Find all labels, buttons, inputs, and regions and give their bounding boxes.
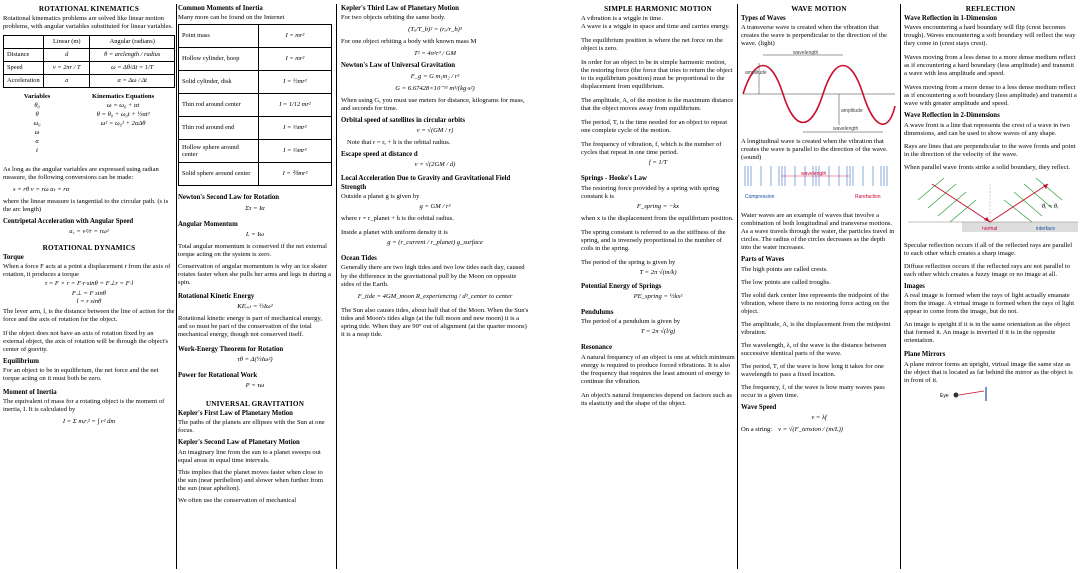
table-cell: a <box>44 74 90 87</box>
table-cell: Thin rod around end <box>179 117 259 140</box>
table-cell: Hollow cylinder, hoop <box>179 48 259 71</box>
newton-second-law-heading: Newton's Second Law for Rotation <box>178 194 280 202</box>
torque-text: When a force F acts at a point a displacement r from the axis of rotation, it produces a torque <box>3 263 171 279</box>
specular-reflection-text: Specular reflection occurs if all of the reflected rays are parallel to each other which creates a sharp image. <box>904 241 1073 257</box>
angle-label: θᵢ = θᵣ <box>1042 202 1059 210</box>
table-row <box>179 25 332 48</box>
reflected-ray <box>990 184 1048 222</box>
gravitation-text: When using G, you must use meters for distance, kilograms for mass, and seconds for time. <box>341 96 525 112</box>
equilibrium-heading: Equilibrium <box>3 357 39 365</box>
lever-arm-text: The lever arm, l, is the distance between the line of action for the force and the axis of rotation for the object. <box>3 307 175 323</box>
parts-of-waves-text: The frequency, f, of the wave is how many waves pass occur in a given time. <box>741 384 885 400</box>
column-simple-harmonic-motion <box>578 5 738 571</box>
section-title-rotational-kinematics: ROTATIONAL KINEMATICS <box>38 5 140 13</box>
table-row <box>4 61 175 74</box>
kepler-second-text: This implies that the planet moves faster when close to the sun (near perihelion) and slower when further from the sun (near aphelion). <box>178 468 324 492</box>
inside-planet-text: Inside a planet with uniform density it is <box>341 229 448 237</box>
table-row <box>179 117 332 140</box>
variable-item: ω <box>34 128 40 136</box>
transverse-wave-figure <box>741 50 897 134</box>
page-right <box>548 0 1080 573</box>
gravitational-constant: G = 6.67428×10⁻¹¹ m³/(kg·s²) <box>395 84 475 92</box>
resonance-text: An object's natural frequencies depend on factors such as its elasticity and the shape of the object. <box>581 391 732 407</box>
torque-equation: l = r sinθ <box>76 297 102 305</box>
eye-icon <box>954 392 959 397</box>
rotational-power-equation: P = τω <box>245 382 265 390</box>
string-speed-equation: v = √(F_tension / (m/L)) <box>778 426 843 434</box>
column-rotational-kinematics <box>0 5 178 571</box>
rarefaction-label: Rarefaction <box>855 194 881 201</box>
variables-list <box>24 93 51 156</box>
reflection-figure <box>904 174 1077 236</box>
longitudinal-wave-text: A longitudinal wave is created when the vibration that creates the wave is parallel to the direction of the wave. (sound) <box>741 138 888 162</box>
column-reflection <box>901 5 1080 571</box>
transverse-wave-diagram <box>741 50 897 134</box>
plane-mirrors-text: A plane mirror forms an upright, virtual image the same size as the object that is located as far behind the mirror as the object is in front of it. <box>904 360 1073 384</box>
hookes-law-heading: Springs - Hooke's Law <box>581 175 647 183</box>
moment-of-inertia-heading: Moment of Inertia <box>3 389 57 397</box>
ocean-tides-text: Generally there are two high tides and two low tides each day, caused by the difference in the gravitational pull by the Moon on opposite sides of the Earth. <box>341 264 525 288</box>
torque-heading: Torque <box>3 254 24 262</box>
parts-of-waves-text: The high points are called crests. <box>741 265 828 273</box>
variable-item: ω₀ <box>33 119 41 127</box>
table-cell: Distance <box>4 48 44 61</box>
images-text: A real image is formed when the rays of light actually emanate from the image. A virtual image is formed when the rays of light appear to come from the image, but do not. <box>904 292 1075 316</box>
normal-label: normal <box>982 225 998 232</box>
wavelength-label: wavelength <box>793 50 819 57</box>
kepler-second-heading: Kepler's Second Law of Planetary Motion <box>178 439 300 447</box>
spring-period-text: The period of the spring is given by <box>581 258 676 266</box>
parts-of-waves-text: The low points are called troughs. <box>741 278 831 286</box>
wave-speed-heading: Wave Speed <box>741 404 777 412</box>
conversion-text: As long as the angular variables are expressed using radian measure, the following conversions can be made: <box>3 165 159 181</box>
table-cell: Thin rod around center <box>179 94 259 117</box>
table-row <box>179 94 332 117</box>
angular-momentum-equation: L = Iω <box>245 230 265 238</box>
reflection-1d-text: Waves moving from a less dense to a more dense medium reflect as if encountering a hard boundary (less amplitude) and transmit a wave with less amplitude and speed. <box>904 54 1076 78</box>
torque-equation: F⊥ = F sinθ <box>71 289 107 297</box>
kinematics-heading: Kinematics Equations <box>92 92 155 100</box>
column-gravitation <box>338 5 532 571</box>
inside-planet-equation: g = (r_current / r_planet) g_surface <box>387 239 483 247</box>
common-moments-subtitle: Many more can be found on the Internet <box>178 14 285 22</box>
shm-text: The frequency of vibration, f, which is the number of cycles that repeat in one time period. <box>581 141 722 157</box>
incident-wavefronts <box>918 178 976 222</box>
types-of-waves-heading: Types of Waves <box>741 14 786 22</box>
table-header-row <box>4 35 175 48</box>
parts-of-waves-text: The amplitude, A, is the displacement from the midpoint vibration. <box>741 320 891 336</box>
centripetal-equation: a꜀ = v²/r = rω² <box>69 228 109 236</box>
page-left <box>0 0 532 573</box>
newton-second-law-equation: Στ = Iα <box>245 204 265 212</box>
table-cell: θ = arclength / radius <box>90 48 175 61</box>
reflection-diagram <box>904 174 1078 236</box>
table-cell: Speed <box>4 61 44 74</box>
frequency-equation: f = 1/T <box>648 159 668 167</box>
work-energy-heading: Work-Energy Theorem for Rotation <box>178 345 284 353</box>
variable-item: θ₀ <box>34 101 40 109</box>
local-gravity-heading: Local Acceleration Due to Gravity and Gravitational Field Strength <box>341 175 511 191</box>
resonance-heading: Resonance <box>581 344 612 352</box>
column-divider <box>336 4 337 569</box>
gravitation-equation: F_g = G m₁m₂ / r² <box>410 72 460 80</box>
shm-text: A vibration is a wiggle in time. <box>581 14 663 22</box>
table-cell: d <box>44 48 90 61</box>
reflection-1d-text: Waves encountering a hard boundary will flip (crest becomes trough). Waves encountering a soft boundary will reflect the way they come in (crest stays crest). <box>904 24 1076 48</box>
section-title-shm: SIMPLE HARMONIC MOTION <box>604 5 712 13</box>
parts-of-waves-heading: Parts of Waves <box>741 256 785 264</box>
rotational-power-heading: Power for Rotational Work <box>178 371 258 379</box>
reflection-2d-text: When parallel wave fronts strike a solid boundary, they reflect. <box>904 163 1071 171</box>
orbital-speed-heading: Orbital speed of satellites in circular orbits <box>341 116 465 124</box>
variables-heading: Variables <box>23 92 51 100</box>
section-title-rotational-dynamics: ROTATIONAL DYNAMICS <box>42 244 136 253</box>
table-row <box>179 163 332 186</box>
parts-of-waves-text: The solid dark center line represents the midpoint of the vibration, where there is no restoring force acting on the object. <box>741 291 890 315</box>
moments-table <box>178 24 332 186</box>
section-title-universal-gravitation: UNIVERSAL GRAVITATION <box>205 400 305 409</box>
table-cell: Acceleration <box>4 74 44 87</box>
kepler-third-text: For two objects orbiting the same body. <box>341 14 446 22</box>
ocean-tides-heading: Ocean Tides <box>341 255 377 263</box>
amplitude-label: amplitude <box>841 108 863 115</box>
table-header-cell: Angular (radians) <box>90 35 175 48</box>
wavelength-label: wavelength <box>801 171 827 178</box>
shm-text: The equilibrium position is where the net force on the object is zero. <box>581 36 723 52</box>
rk-intro: Rotational kinematics problems are solved like linear motion problems, with angular variables substituted for linear variables. <box>3 14 173 30</box>
orbital-radius-note: Note that r = rₑ + h is the orbital radius. <box>347 139 451 147</box>
equation: ω² = ω₀² + 2αΔθ <box>100 119 146 127</box>
variable-item: α <box>35 137 39 145</box>
table-cell: I = mr² <box>259 48 332 71</box>
mirror-ray <box>959 391 984 395</box>
rotational-ke-equation: KEᵣₒₜ = ½Iω² <box>237 303 273 311</box>
variable-item: θ <box>35 110 39 118</box>
table-cell: I = 1/12 mr² <box>259 94 332 117</box>
transverse-wave-text: A transverse wave is created when the vibration that creates the wave is perpendicular to the direction of the wave. (light) <box>741 24 887 48</box>
table-cell: ω = Δθ/Δt = 1/T <box>90 61 175 74</box>
table-cell: I = ⅔mr² <box>259 140 332 163</box>
incident-ray <box>932 184 990 222</box>
kepler-first-text: The paths of the planets are ellipses with the Sun at one focus. <box>178 419 325 435</box>
table-header-cell: Linear (m) <box>44 35 90 48</box>
kepler-third-equation: T² = 4π²r³ / GM <box>414 50 456 58</box>
resonance-text: A natural frequency of an object is one at which minimum energy is required to produce forced vibrations. It is also the frequency that requires the least amount of energy to continue the vibration. <box>581 353 735 385</box>
moment-of-inertia-text: The equivalent of mass for a rotating object is the moment of inertia, I. It is calculated by <box>3 398 165 414</box>
spring-pe-equation: PE_spring = ½kx² <box>633 293 683 301</box>
spring-constant-text: The spring constant is referred to as the stiffness of the spring, and is inversely proportional to the number of coils in the spring. <box>581 228 726 252</box>
wave-speed-equation: v = λf <box>811 414 827 422</box>
diffuse-reflection-text: Diffuse reflection occurs if the reflected rays are not parallel to each other which creates a fuzzy image or no image at all. <box>904 262 1071 278</box>
table-row <box>4 48 175 61</box>
plane-mirrors-heading: Plane Mirrors <box>904 351 946 359</box>
local-gravity-note: where r = r_planet + h is the orbital radius. <box>341 215 454 223</box>
longitudinal-wave-figure <box>741 164 897 208</box>
eye-label: Eye <box>940 392 949 399</box>
parts-of-waves-text: The wavelength, λ, of the wave is the distance between successive identical parts of the wave. <box>741 341 887 357</box>
table-row <box>4 74 175 87</box>
table-row <box>179 71 332 94</box>
table-cell: I = mr² <box>259 25 332 48</box>
shm-text: The amplitude, A, of the motion is the maximum distance that the object moves away from equilibrium. <box>581 97 734 113</box>
linear-angular-table <box>3 35 175 88</box>
table-cell: Solid cylinder, disk <box>179 71 259 94</box>
spring-pe-heading: Potential Energy of Springs <box>581 282 662 290</box>
reflection-1d-heading: Wave Reflection in 1-Dimension <box>904 14 998 22</box>
common-moments-heading: Common Moments of Inertia <box>178 5 263 12</box>
work-energy-equation: τθ = Δ(½Iω²) <box>237 355 273 363</box>
conversion-equations: s = rθ v = rω aₜ = rα <box>13 185 70 193</box>
shm-text: A wave is a wiggle in space and time and carries energy. <box>581 22 730 30</box>
wavelength-label: wavelength <box>833 126 859 133</box>
rotational-ke-heading: Rotational Kinetic Energy <box>178 293 255 301</box>
axis-text: If the object does not have an axis of rotation fixed by an external object, the axis of rotation will be through the object's center of gravity. <box>3 329 169 353</box>
orbital-speed-equation: v = √(GM / r) <box>416 127 454 135</box>
equation: ω = ω₀ + αt <box>106 101 140 109</box>
centripetal-heading: Centripetal Acceleration with Angular Speed <box>3 218 134 226</box>
table-cell: Point mass <box>179 25 259 48</box>
table-cell: α = Δω / Δt <box>90 74 175 87</box>
compression-label: Compression <box>745 194 775 201</box>
ray-arrow <box>984 217 990 222</box>
conversion-note: where the linear measure is tangential to the circular path. (s is the arc length) <box>3 197 169 213</box>
universal-gravitation-heading: Newton's Law of Universal Gravitation <box>341 62 456 70</box>
spring-period-equation: T = 2π √(m/k) <box>639 268 677 276</box>
local-gravity-equation: g = GM / r² <box>419 203 451 211</box>
hookes-law-text: when x is the displacement from the equilibrium position. <box>581 214 734 222</box>
kepler-third-heading: Kepler's Third Law of Planetary Motion <box>341 5 459 12</box>
plane-mirror-figure <box>904 387 1077 401</box>
kinematics-equations <box>92 93 154 156</box>
reflection-2d-text: Rays are lines that are perpendicular to the wave fronts and point in the direction of the velocity of the wave. <box>904 142 1076 158</box>
angular-momentum-text: Conservation of angular momentum is why an ice skater rotates faster when she pulls her arms and legs in during a spin. <box>178 263 331 287</box>
table-row <box>179 48 332 71</box>
table-header-cell <box>4 35 44 48</box>
parts-of-waves-text: The period, T, of the wave is how long it takes for one wavelength to pass a fixed location. <box>741 362 884 378</box>
angular-momentum-text: Total angular momentum is conserved if the net external torque acting on the system is zero. <box>178 242 327 258</box>
page-gutter <box>532 0 548 573</box>
water-waves-text: Water waves are an example of waves that involve a combination of both longitudinal and transverse motions. As a wave travels through the water, the particles travel in circles. The radius of the circles decreases as the depth into the water increases. <box>741 212 895 252</box>
escape-speed-heading: Escape speed at distance d <box>341 151 418 159</box>
string-speed-row <box>741 426 897 434</box>
reflection-1d-text: Waves moving from a more dense to a less dense medium reflect as if encountering a soft boundary (less amplitude) and transmit a wave with greater amplitude and speed. <box>904 84 1077 108</box>
section-title-reflection: REFLECTION <box>965 5 1016 13</box>
variable-item: t <box>36 146 39 154</box>
shm-text: In order for an object to be in simple harmonic motion, the restoring force (the force that tries to return the object to its equilibrium position) must be proportional to the displacement from equilibrium. <box>581 58 733 90</box>
kepler-first-heading: Kepler's First Law of Planetary Motion <box>178 409 293 417</box>
table-cell: Hollow sphere around center <box>179 140 259 163</box>
images-text: An image is upright if it is in the same orientation as the object that formed it. An image is inverted if it is in the opposite orientation. <box>904 321 1071 345</box>
kinematics-block <box>3 93 175 156</box>
column-wave-motion <box>738 5 900 571</box>
moment-of-inertia-equation: I = Σ mᵢrᵢ² = ∫ r² dm <box>62 418 116 426</box>
table-cell: I = ⅓mr² <box>259 117 332 140</box>
reflection-2d-heading: Wave Reflection in 2-Dimensions <box>904 112 1000 120</box>
section-title-wave-motion: WAVE MOTION <box>791 5 847 13</box>
hookes-law-equation: F_spring = −kx <box>636 202 680 210</box>
kepler-third-text: For one object orbiting a body with known mass M <box>341 38 477 46</box>
reflection-2d-text: A wave front is a line that represents the crest of a wave in two dimensions, and can be used to show waves of any shape. <box>904 121 1070 137</box>
torque-equation: τ = F × r = F·r·sinθ = F⊥r = F·l <box>44 280 134 288</box>
boundary-surface <box>962 222 1078 232</box>
string-label: On a string: <box>741 426 773 434</box>
pendulum-equation: T = 2π √(l/g) <box>640 328 676 336</box>
pendulum-text: The period of a pendulum is given by <box>581 318 681 326</box>
plane-mirror-diagram <box>904 387 1074 401</box>
kepler-third-equation: (Tₐ/T_b)² = (rₐ/r_b)³ <box>408 26 462 34</box>
kepler-second-text: We often use the conservation of mechanical <box>178 496 297 504</box>
table-cell: I = ½mr² <box>259 71 332 94</box>
amplitude-label: amplitude <box>745 70 767 77</box>
hookes-law-text: The restoring force provided by a spring with spring constant k is <box>581 184 720 200</box>
escape-speed-equation: v = √(2GM / d) <box>414 161 456 169</box>
ocean-tides-text: The Sun also causes tides, about half that of the Moon. When the Sun's tides and Moon's tides align (at the full moon and new moon) it is a spring tide. When they are 90° out of alignment (at the quarter moons) it is a neap tide. <box>341 306 529 338</box>
table-cell: v = 2πr / T <box>44 61 90 74</box>
longitudinal-wave-diagram <box>741 164 897 208</box>
shm-text: The period, T, is the time needed for an object to repeat one complete cycle of the motion. <box>581 119 728 135</box>
rotational-ke-text: Rotational kinetic energy is part of mechanical energy, and so must be part of the conservation of the total mechanical energy, though not conserved itself. <box>178 315 322 339</box>
local-gravity-text: Outside a planet g is given by <box>341 193 420 201</box>
reflected-wavefronts <box>1004 178 1062 222</box>
column-moments-rotation <box>175 5 335 571</box>
equation: θ = θ₀ + ω₀t + ½αt² <box>96 110 150 118</box>
table-cell: Solid sphere around center <box>179 163 259 186</box>
table-cell: I = ⅖mr² <box>259 163 332 186</box>
tide-force-equation: F_tide = 4GM_moon R_experiencing / d³_center to center <box>357 292 513 300</box>
pendulum-heading: Pendulums <box>581 309 614 317</box>
angular-momentum-heading: Angular Momentum <box>178 220 238 228</box>
interface-label: interface <box>1036 225 1056 232</box>
images-heading: Images <box>904 282 925 290</box>
equilibrium-text: For an object to be in equilibrium, the net force and the net torque acting on it must both be zero. <box>3 367 159 383</box>
kepler-second-text: An imaginary line from the sun to a planet sweeps out equal areas in equal time intervals. <box>178 448 321 464</box>
table-row <box>179 140 332 163</box>
